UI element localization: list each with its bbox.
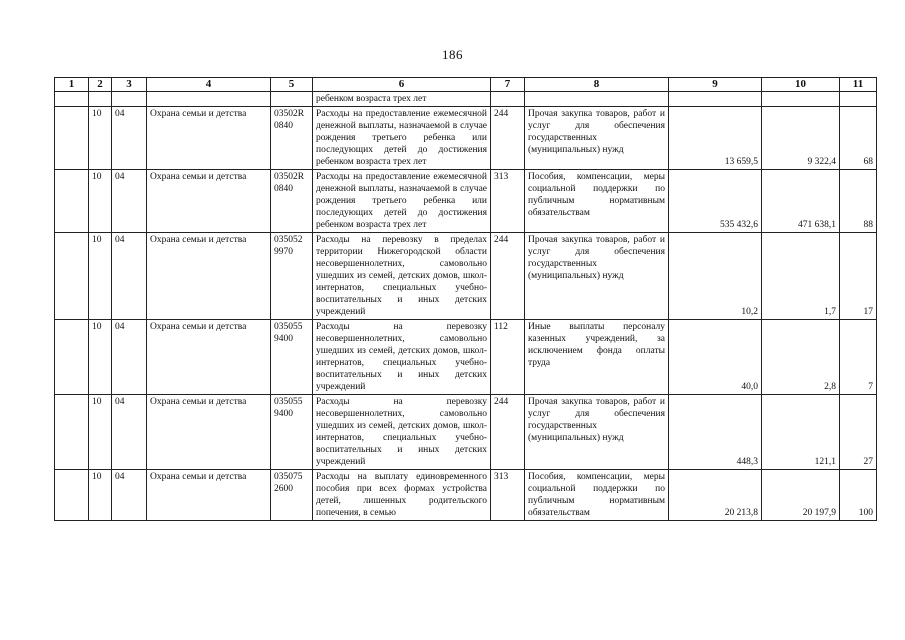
cell-expense-type-name: Прочая закупка товаров, работ и услуг для обеспечения государственных (муниципальных) нужд: [525, 233, 669, 320]
table-body: [55, 92, 877, 521]
cell-expense-description: Расходы на выплату единовременного пособия при всех формах устройства детей, лишенных родительского попечения, в семью: [313, 470, 491, 521]
cell-actual-amount: 1,7: [762, 233, 840, 320]
cell-target-code: 03502R 0840: [271, 170, 313, 233]
column-header: 2: [89, 78, 112, 92]
column-header: 9: [669, 78, 762, 92]
cell-expense-type-name: Прочая закупка товаров, работ и услуг для обеспечения государственных (муниципальных) нужд: [525, 395, 669, 470]
cell-expense-type-name: Пособия, компенсации, меры социальной поддержки по публичным нормативным обязательствам: [525, 170, 669, 233]
cell-percent: 7: [840, 320, 877, 395]
table-row: [55, 320, 877, 395]
column-header: 6: [313, 78, 491, 92]
column-header: 8: [525, 78, 669, 92]
cell-plan-amount: 10,2: [669, 233, 762, 320]
table-row: [55, 470, 877, 521]
cell-actual-amount: 121,1: [762, 395, 840, 470]
cell-plan-amount: 40,0: [669, 320, 762, 395]
cell-expense-type-code: 244: [491, 395, 525, 470]
column-header: 5: [271, 78, 313, 92]
cell-plan-amount: 535 432,6: [669, 170, 762, 233]
budget-table: [54, 77, 877, 521]
cell-expense-type-code: 244: [491, 107, 525, 170]
cell-target-code: 03502R 0840: [271, 107, 313, 170]
cell-expense-type-code: 244: [491, 233, 525, 320]
cell-col1: [55, 320, 89, 395]
column-header: 4: [147, 78, 271, 92]
column-header: 7: [491, 78, 525, 92]
cell-expense-type-name: Пособия, компенсации, меры социальной поддержки по публичным нормативным обязательствам: [525, 470, 669, 521]
cell-percent: 68: [840, 107, 877, 170]
cell-expense-type-code: 313: [491, 170, 525, 233]
cell-section: 10: [89, 395, 112, 470]
cell-section: 10: [89, 107, 112, 170]
cell-percent: 17: [840, 233, 877, 320]
cell-subsection: 04: [112, 233, 147, 320]
continuation-row: [55, 92, 877, 107]
cell-actual-amount: 2,8: [762, 320, 840, 395]
cell-col1: [55, 107, 89, 170]
cell-col1: [55, 170, 89, 233]
table-row: [55, 233, 877, 320]
cell-subsection-name: Охрана семьи и детства: [147, 320, 271, 395]
cell-expense-description: Расходы на перевозку несовершеннолетних, самовольно ушедших из семей, детских домов, школ-интернатов, специальных учебно-воспитательных и иных детских учреждений: [313, 395, 491, 470]
table-row: [55, 107, 877, 170]
cell-subsection: 04: [112, 320, 147, 395]
cell-col1: [55, 233, 89, 320]
cell-plan-amount: 13 659,5: [669, 107, 762, 170]
cell-expense-type-code: 112: [491, 320, 525, 395]
cell-subsection-name: Охрана семьи и детства: [147, 107, 271, 170]
cell-expense-type-name: Иные выплаты персоналу казенных учреждений, за исключением фонда оплаты труда: [525, 320, 669, 395]
table-row: [55, 170, 877, 233]
table-row: [55, 395, 877, 470]
cell-subsection: 04: [112, 470, 147, 521]
cell-target-code: 035055 9400: [271, 320, 313, 395]
table-header-row: [55, 78, 877, 92]
cell-col1: [55, 395, 89, 470]
cell-subsection-name: Охрана семьи и детства: [147, 395, 271, 470]
cell-expense-description: Расходы на перевозку несовершеннолетних, самовольно ушедших из семей, детских домов, школ-интернатов, специальных учебно-воспитательных и иных детских учреждений: [313, 320, 491, 395]
cell-section: 10: [89, 170, 112, 233]
cell-subsection: 04: [112, 395, 147, 470]
cell-subsection: 04: [112, 107, 147, 170]
cell-target-code: 035052 9970: [271, 233, 313, 320]
cell-target-code: 035055 9400: [271, 395, 313, 470]
cell-expense-type-name: Прочая закупка товаров, работ и услуг для обеспечения государственных (муниципальных) нужд: [525, 107, 669, 170]
cell-expense-description: Расходы на предоставление ежемесячной денежной выплаты, назначаемой в случае рождения третьего ребенка или последующих детей до достижения ребенком возраста трех лет: [313, 170, 491, 233]
continuation-text: ребенком возраста трех лет: [313, 92, 491, 107]
cell-expense-description: Расходы на перевозку в пределах территории Нижегородской области несовершеннолетних, самовольно ушедших из семей, детских домов, школ-интернатов, специальных учебно-воспитательных и иных детских учреждений: [313, 233, 491, 320]
cell-expense-type-code: 313: [491, 470, 525, 521]
cell-percent: 27: [840, 395, 877, 470]
cell-subsection-name: Охрана семьи и детства: [147, 233, 271, 320]
cell-subsection-name: Охрана семьи и детства: [147, 470, 271, 521]
cell-section: 10: [89, 320, 112, 395]
cell-col1: [55, 470, 89, 521]
cell-expense-description: Расходы на предоставление ежемесячной денежной выплаты, назначаемой в случае рождения третьего ребенка или последующих детей до достижения ребенком возраста трех лет: [313, 107, 491, 170]
column-header: 1: [55, 78, 89, 92]
cell-plan-amount: 448,3: [669, 395, 762, 470]
column-header: 11: [840, 78, 877, 92]
cell-subsection-name: Охрана семьи и детства: [147, 170, 271, 233]
cell-actual-amount: 20 197,9: [762, 470, 840, 521]
cell-subsection: 04: [112, 170, 147, 233]
cell-target-code: 035075 2600: [271, 470, 313, 521]
page-number: 186: [442, 47, 463, 62]
cell-actual-amount: 471 638,1: [762, 170, 840, 233]
cell-section: 10: [89, 233, 112, 320]
column-header: 3: [112, 78, 147, 92]
cell-percent: 100: [840, 470, 877, 521]
cell-plan-amount: 20 213,8: [669, 470, 762, 521]
cell-actual-amount: 9 322,4: [762, 107, 840, 170]
cell-percent: 88: [840, 170, 877, 233]
column-header: 10: [762, 78, 840, 92]
cell-section: 10: [89, 470, 112, 521]
